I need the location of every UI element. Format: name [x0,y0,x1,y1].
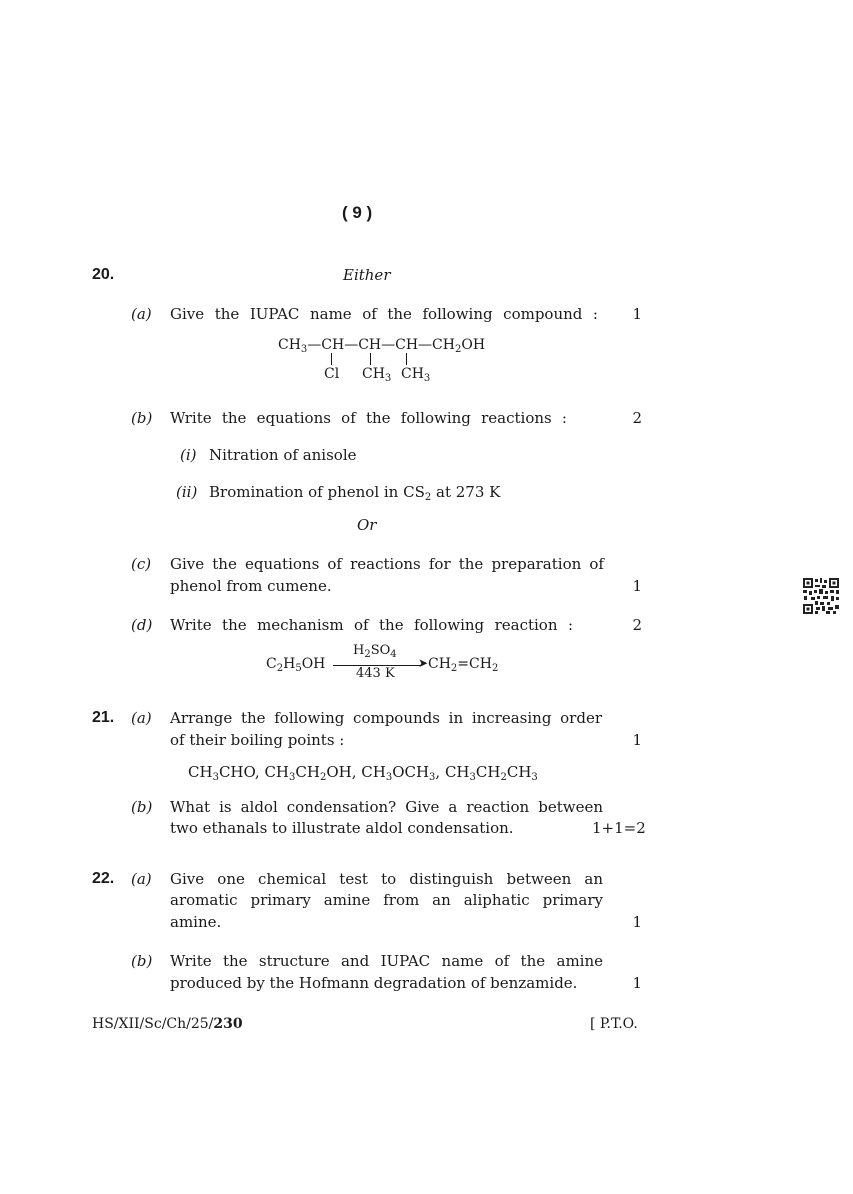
q20d-reactant: $C_2H_5OH$ [266,656,326,674]
q21b-line1: What is aldol condensation? Give a reaction between [170,798,603,816]
q20b-ii-text: Bromination of phenol in $CS_2$ at 273 K [209,483,501,503]
q22a-line1: Give one chemical test to distinguish between an [170,870,603,888]
q21a-line1: Arrange the following compounds in increasing order [170,709,602,727]
qr-code-icon [802,577,840,615]
q20a-bond-2 [370,353,371,365]
q20d-product: $CH_2=CH_2$ [428,656,499,674]
q20c-line1: Give the equations of reactions for the preparation of [170,555,604,573]
q20a-substituent-ch3-1: $CH_3$ [362,366,392,384]
q20c-line2: phenol from cumene. [170,577,332,595]
q20d-arrowhead-icon: ➤ [418,656,429,670]
q22b-line1: Write the structure and IUPAC name of the amine [170,952,603,970]
q21b-marks: 1+1=2 [592,819,646,837]
q21b-label: (b) [131,798,153,816]
q21a-compounds: $CH_3CHO$, $CH_3CH_2OH$, $CH_3OCH_3$, $CH_3CH_2CH_3$ [188,763,538,783]
question-20-number: 20. [92,266,115,283]
either-label: Either [343,266,391,284]
q20c-label: (c) [131,555,152,573]
q20b-ii-label: (ii) [176,483,198,501]
q20b-text: Write the equations of the following reactions : [170,409,567,427]
or-label: Or [357,516,377,534]
q22a-line3: amine. [170,913,222,931]
q20a-bond-3 [406,353,407,365]
q20a-substituent-cl: Cl [324,366,340,382]
q20d-label: (d) [131,616,153,634]
q22a-marks: 1 [632,913,642,931]
q20c-marks: 1 [632,577,642,595]
q20b-i-label: (i) [180,446,197,464]
q20d-marks: 2 [632,616,642,634]
pto-label: [ P.T.O. [590,1016,638,1032]
page-number: ( 9 ) [342,203,373,222]
q20d-text: Write the mechanism of the following reaction : [170,616,573,634]
q20b-label: (b) [131,409,153,427]
q20a-label: (a) [131,305,152,323]
q20b-i-text: Nitration of anisole [209,446,357,464]
q20b-marks: 2 [632,409,642,427]
q20a-marks: 1 [632,305,642,323]
q20d-condition: 443 K [356,666,395,681]
q20a-substituent-ch3-2: $CH_3$ [401,366,431,384]
q20d-reagent: $H_2SO_4$ [353,643,397,660]
q20a-bond-1 [331,353,332,365]
question-21-number: 21. [92,709,115,726]
q20a-compound-main: $CH_3—CH—CH—CH—CH_2OH$ [278,337,486,355]
q22b-label: (b) [131,952,153,970]
question-22-number: 22. [92,870,115,887]
q22a-label: (a) [131,870,152,888]
q22b-line2: produced by the Hofmann degradation of benzamide. [170,974,578,992]
q22b-marks: 1 [632,974,642,992]
q21a-marks: 1 [632,731,642,749]
q20a-text: Give the IUPAC name of the following compound : [170,305,598,323]
q21b-line2: two ethanals to illustrate aldol condensation. [170,819,514,837]
q21a-label: (a) [131,709,152,727]
q21a-line2: of their boiling points : [170,731,345,749]
paper-code: HS/XII/Sc/Ch/25/230 [92,1016,243,1032]
q22a-line2: aromatic primary amine from an aliphatic primary [170,891,603,909]
